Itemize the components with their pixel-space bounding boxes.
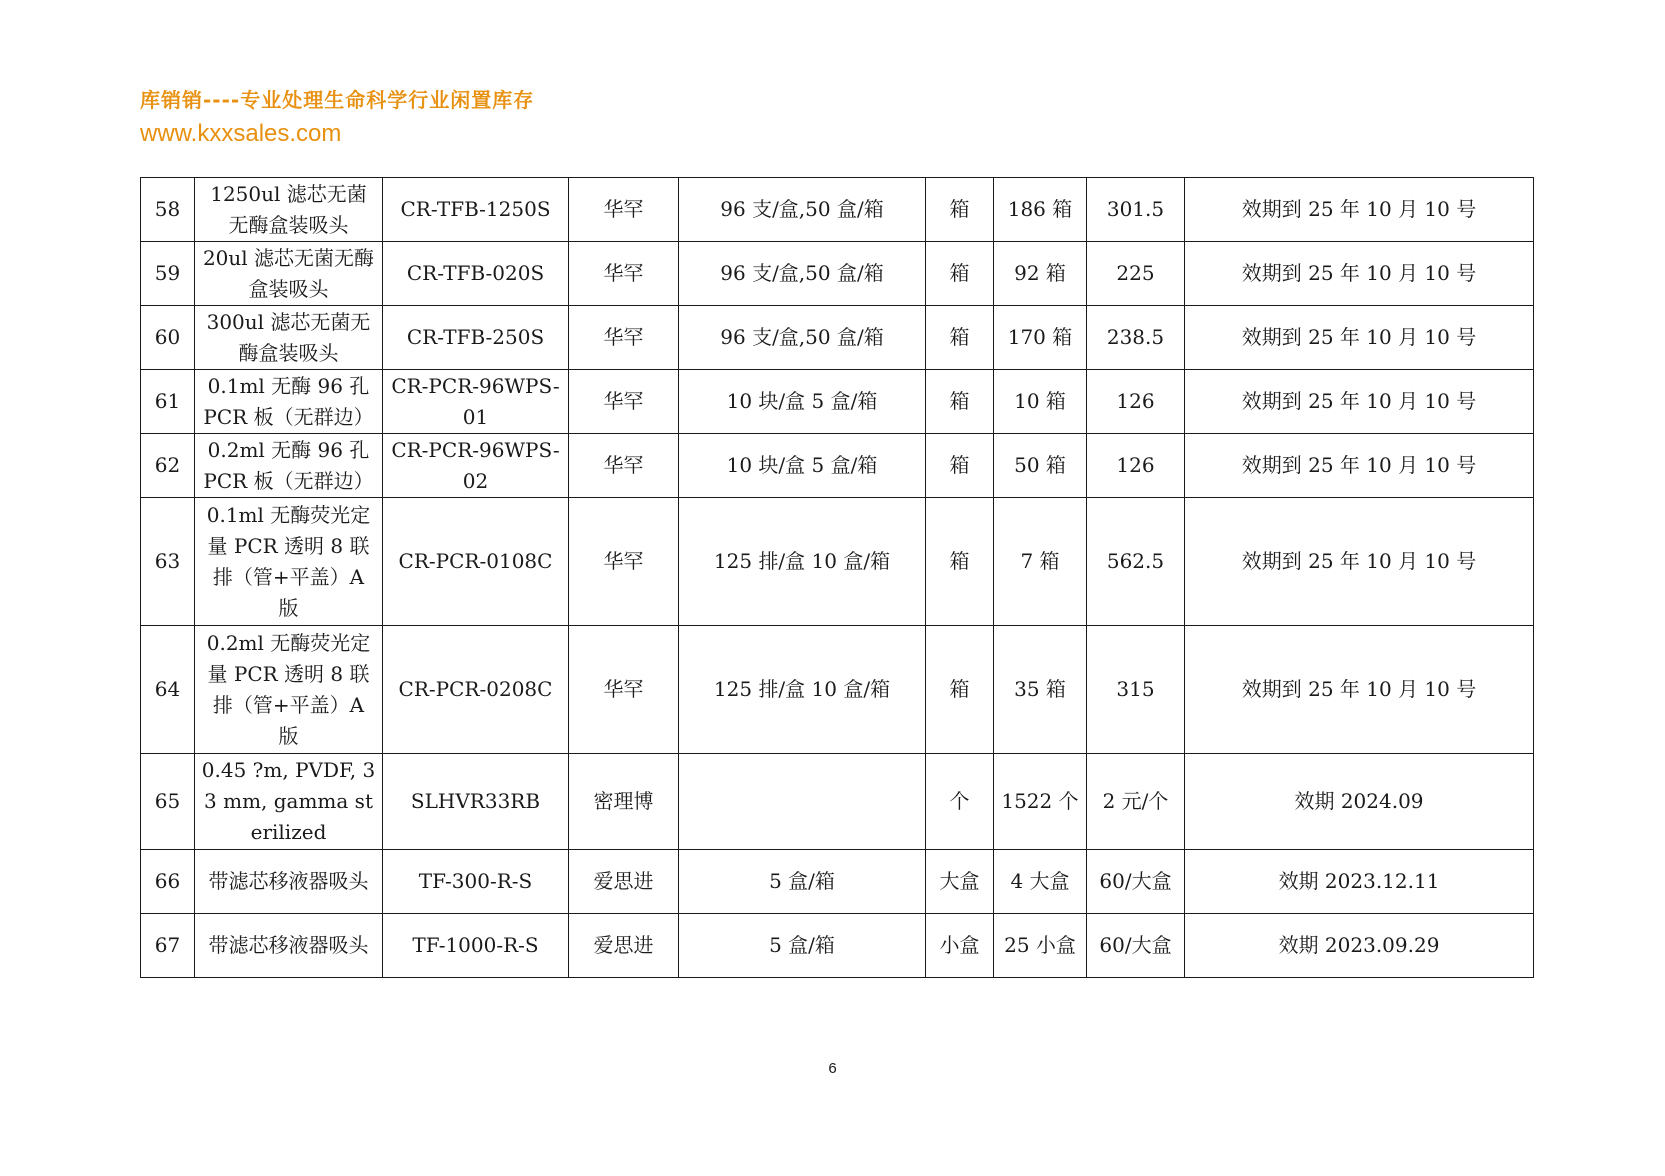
unit: 个 bbox=[926, 754, 994, 850]
unit: 箱 bbox=[926, 626, 994, 754]
row-number: 65 bbox=[141, 754, 195, 850]
product-name: 0.2ml 无酶 96 孔 PCR 板（无群边） bbox=[195, 434, 383, 498]
unit: 箱 bbox=[926, 178, 994, 242]
packaging-spec: 10 块/盒 5 盒/箱 bbox=[679, 370, 926, 434]
table-row bbox=[141, 498, 1534, 626]
product-name: 0.1ml 无酶荧光定量 PCR 透明 8 联排（管+平盖）A 版 bbox=[195, 498, 383, 626]
quantity: 35 箱 bbox=[994, 626, 1087, 754]
product-name: 带滤芯移液器吸头 bbox=[195, 850, 383, 914]
row-number: 67 bbox=[141, 914, 195, 978]
unit: 大盒 bbox=[926, 850, 994, 914]
table-row bbox=[141, 306, 1534, 370]
brand: 爱思进 bbox=[569, 850, 679, 914]
table-row bbox=[141, 914, 1534, 978]
product-name: 0.1ml 无酶 96 孔 PCR 板（无群边） bbox=[195, 370, 383, 434]
quantity: 4 大盒 bbox=[994, 850, 1087, 914]
quantity: 186 箱 bbox=[994, 178, 1087, 242]
packaging-spec bbox=[679, 754, 926, 850]
quantity: 10 箱 bbox=[994, 370, 1087, 434]
product-code: TF-1000-R-S bbox=[383, 914, 569, 978]
product-code: CR-TFB-250S bbox=[383, 306, 569, 370]
row-number: 66 bbox=[141, 850, 195, 914]
expiry-note: 效期到 25 年 10 月 10 号 bbox=[1185, 370, 1534, 434]
table-row bbox=[141, 850, 1534, 914]
brand: 华罕 bbox=[569, 306, 679, 370]
table-row bbox=[141, 178, 1534, 242]
row-number: 61 bbox=[141, 370, 195, 434]
price: 60/大盒 bbox=[1087, 914, 1185, 978]
price: 315 bbox=[1087, 626, 1185, 754]
expiry-note: 效期 2023.12.11 bbox=[1185, 850, 1534, 914]
packaging-spec: 96 支/盒,50 盒/箱 bbox=[679, 178, 926, 242]
product-code: CR-PCR-96WPS-02 bbox=[383, 434, 569, 498]
quantity: 170 箱 bbox=[994, 306, 1087, 370]
brand: 华罕 bbox=[569, 498, 679, 626]
brand: 华罕 bbox=[569, 242, 679, 306]
expiry-note: 效期到 25 年 10 月 10 号 bbox=[1185, 434, 1534, 498]
brand: 华罕 bbox=[569, 370, 679, 434]
expiry-note: 效期到 25 年 10 月 10 号 bbox=[1185, 306, 1534, 370]
price: 2 元/个 bbox=[1087, 754, 1185, 850]
quantity: 7 箱 bbox=[994, 498, 1087, 626]
expiry-note: 效期 2024.09 bbox=[1185, 754, 1534, 850]
expiry-note: 效期 2023.09.29 bbox=[1185, 914, 1534, 978]
brand: 华罕 bbox=[569, 178, 679, 242]
brand: 华罕 bbox=[569, 434, 679, 498]
price: 126 bbox=[1087, 434, 1185, 498]
product-code: CR-PCR-0208C bbox=[383, 626, 569, 754]
row-number: 63 bbox=[141, 498, 195, 626]
product-name: 300ul 滤芯无菌无酶盒装吸头 bbox=[195, 306, 383, 370]
price: 225 bbox=[1087, 242, 1185, 306]
price: 238.5 bbox=[1087, 306, 1185, 370]
expiry-note: 效期到 25 年 10 月 10 号 bbox=[1185, 626, 1534, 754]
table-row bbox=[141, 434, 1534, 498]
product-name: 20ul 滤芯无菌无酶盒装吸头 bbox=[195, 242, 383, 306]
expiry-note: 效期到 25 年 10 月 10 号 bbox=[1185, 178, 1534, 242]
page-number: 6 bbox=[828, 1060, 837, 1077]
row-number: 60 bbox=[141, 306, 195, 370]
packaging-spec: 5 盒/箱 bbox=[679, 850, 926, 914]
brand: 华罕 bbox=[569, 626, 679, 754]
row-number: 62 bbox=[141, 434, 195, 498]
packaging-spec: 125 排/盒 10 盒/箱 bbox=[679, 626, 926, 754]
row-number: 64 bbox=[141, 626, 195, 754]
quantity: 50 箱 bbox=[994, 434, 1087, 498]
unit: 箱 bbox=[926, 370, 994, 434]
price: 126 bbox=[1087, 370, 1185, 434]
brand: 密理博 bbox=[569, 754, 679, 850]
table-row bbox=[141, 242, 1534, 306]
table-row bbox=[141, 626, 1534, 754]
product-name: 1250ul 滤芯无菌无酶盒装吸头 bbox=[195, 178, 383, 242]
quantity: 92 箱 bbox=[994, 242, 1087, 306]
brand: 爱思进 bbox=[569, 914, 679, 978]
price: 301.5 bbox=[1087, 178, 1185, 242]
packaging-spec: 10 块/盒 5 盒/箱 bbox=[679, 434, 926, 498]
expiry-note: 效期到 25 年 10 月 10 号 bbox=[1185, 498, 1534, 626]
product-name: 0.45 ?m, PVDF, 33 mm, gamma sterilized bbox=[195, 754, 383, 850]
company-slogan: 库销销----专业处理生命科学行业闲置库存 bbox=[140, 88, 535, 112]
company-website: www.kxxsales.com bbox=[140, 120, 342, 147]
inventory-table bbox=[140, 177, 1534, 978]
row-number: 59 bbox=[141, 242, 195, 306]
product-code: CR-TFB-1250S bbox=[383, 178, 569, 242]
product-code: SLHVR33RB bbox=[383, 754, 569, 850]
packaging-spec: 96 支/盒,50 盒/箱 bbox=[679, 306, 926, 370]
packaging-spec: 5 盒/箱 bbox=[679, 914, 926, 978]
product-code: CR-TFB-020S bbox=[383, 242, 569, 306]
product-name: 0.2ml 无酶荧光定量 PCR 透明 8 联排（管+平盖）A 版 bbox=[195, 626, 383, 754]
expiry-note: 效期到 25 年 10 月 10 号 bbox=[1185, 242, 1534, 306]
unit: 箱 bbox=[926, 242, 994, 306]
quantity: 25 小盒 bbox=[994, 914, 1087, 978]
table-row bbox=[141, 754, 1534, 850]
product-name: 带滤芯移液器吸头 bbox=[195, 914, 383, 978]
price: 562.5 bbox=[1087, 498, 1185, 626]
unit: 箱 bbox=[926, 498, 994, 626]
price: 60/大盒 bbox=[1087, 850, 1185, 914]
row-number: 58 bbox=[141, 178, 195, 242]
product-code: CR-PCR-0108C bbox=[383, 498, 569, 626]
table-row bbox=[141, 370, 1534, 434]
unit: 小盒 bbox=[926, 914, 994, 978]
product-code: TF-300-R-S bbox=[383, 850, 569, 914]
quantity: 1522 个 bbox=[994, 754, 1087, 850]
packaging-spec: 96 支/盒,50 盒/箱 bbox=[679, 242, 926, 306]
unit: 箱 bbox=[926, 434, 994, 498]
packaging-spec: 125 排/盒 10 盒/箱 bbox=[679, 498, 926, 626]
product-code: CR-PCR-96WPS-01 bbox=[383, 370, 569, 434]
unit: 箱 bbox=[926, 306, 994, 370]
